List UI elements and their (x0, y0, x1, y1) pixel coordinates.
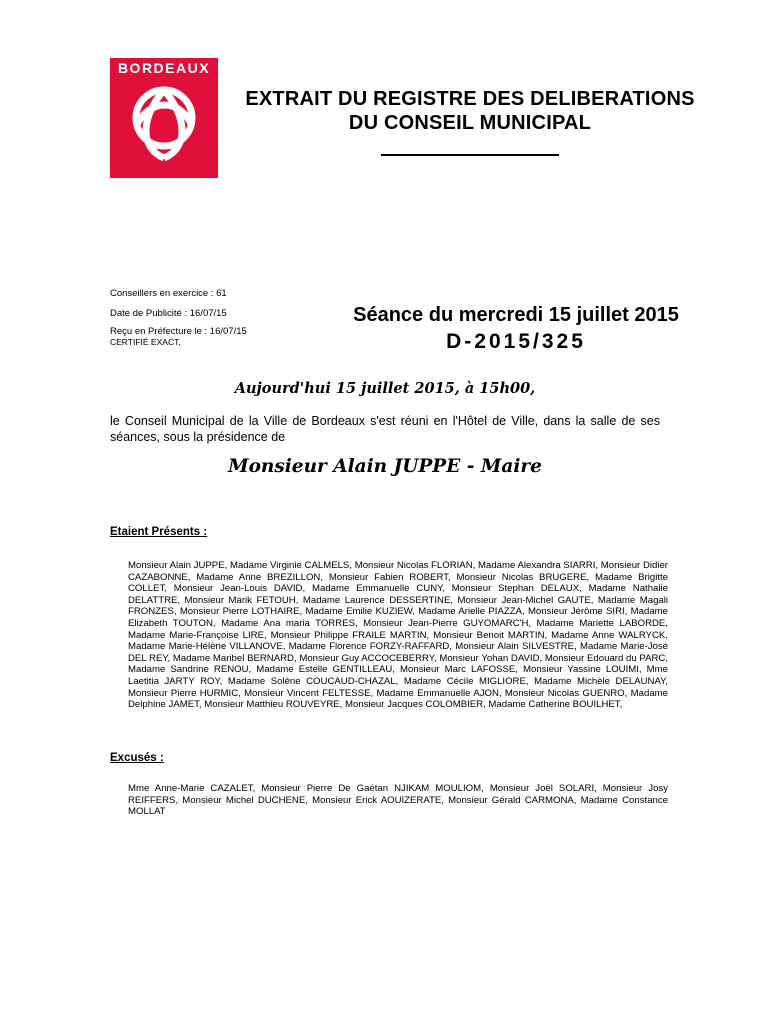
session-president: Monsieur Alain JUPPE - Maire (228, 456, 542, 477)
bordeaux-logo-icon (110, 58, 218, 178)
meta-conseillers: Conseillers en exercice : 61 (110, 288, 227, 299)
title-underline (381, 154, 559, 156)
title-line-2: DU CONSEIL MUNICIPAL (348, 112, 592, 134)
meta-certifie: CERTIFIÉ EXACT, (110, 337, 181, 347)
present-heading: Etaient Présents : (110, 526, 208, 538)
meta-publicite: Date de Publicité : 16/07/15 (110, 308, 227, 319)
excused-heading: Excusés : (110, 752, 164, 764)
present-list: Monsieur Alain JUPPE, Madame Virginie CALMELS, Monsieur Nicolas FLORIAN, Madame Alexandra SIARRI, Monsieur Didier CAZABONNE, Madame Anne BREZILLON, Monsieur Fabien ROBERT, Monsieur Nicolas BRUGERE, Madame Brigitte COLLET, Monsieur Jean-Louis DAVID, Madame Emmanuelle CUNY, Monsieur Stephan DELAUX, Madame Nathalie DELATTRE, Monsieur Marik FETOUH, Madame Laurence DESSERTINE, Monsieur Jean-Michel GAUTE, Madame Magali FRONZES, Monsieur Pierre LOTHAIRE, Madame Emilie KUZIEW, Madame Arielle PIAZZA, Monsieur Jérôme SIRI, Madame Elizabeth TOUTON, Madame Ana maria TORRES, Monsieur Jean-Pierre GUYOMARC'H, Madame Mariette LABORDE, Madame Marie-Françoise LIRE, Monsieur Philippe FRAILE MARTIN, Monsieur Benoit MARTIN, Madame Anne WALRYCK, Madame Marie-Hélène VILLANOVE, Madame Florence FORZY-RAFFARD, Monsieur Alain SILVESTRE, Madame Marie-José DEL REY, Madame Maribel BERNARD, Monsieur Guy ACCOCEBERRY, Monsieur Yohan DAVID, Monsieur Edouard du PARC, Madame Sandrine RENOU, Madame Estelle GENTILLEAU, Monsieur Marc LAFOSSE, Monsieur Yassine LOUIMI, Mme Laetitia JARTY ROY, Madame Solène COUCAUD-CHAZAL, Madame Cécile MIGLIORE, Madame Michèle DELAUNAY, Monsieur Pierre HURMIC, Monsieur Vincent FELTESSE, Madame Emmanuelle AJON, Monsieur Nicolas GUENRO, Madame Delphine JAMET, Monsieur Matthieu ROUVEYRE, Monsieur Jacques COLOMBIER, Madame Catherine BOUILHET, (128, 560, 668, 711)
logo-text: BORDEAUX (117, 60, 211, 76)
session-title: Séance du mercredi 15 juillet 2015 (353, 304, 679, 326)
session-intro: le Conseil Municipal de la Ville de Bordeaux s'est réuni en l'Hôtel de Ville, dans la salle de ses séances, sous la présidence de (110, 414, 660, 444)
excused-list: Mme Anne-Marie CAZALET, Monsieur Pierre De Gaétan NJIKAM MOULIOM, Monsieur Joël SOLARI, Monsieur Josy REIFFERS, Monsieur Michel DUCHENE, Monsieur Erick AOUIZERATE, Monsieur Gérald CARMONA, Madame Constance MOLLAT (128, 783, 668, 818)
bordeaux-logo (110, 58, 218, 178)
deliberation-number: D-2015/325 (446, 330, 586, 353)
meta-prefecture: Reçu en Préfecture le : 16/07/15 (110, 326, 247, 337)
title-line-1: EXTRAIT DU REGISTRE DES DELIBERATIONS (245, 88, 695, 110)
session-date-line: Aujourd'hui 15 juillet 2015, à 15h00, (234, 380, 536, 397)
